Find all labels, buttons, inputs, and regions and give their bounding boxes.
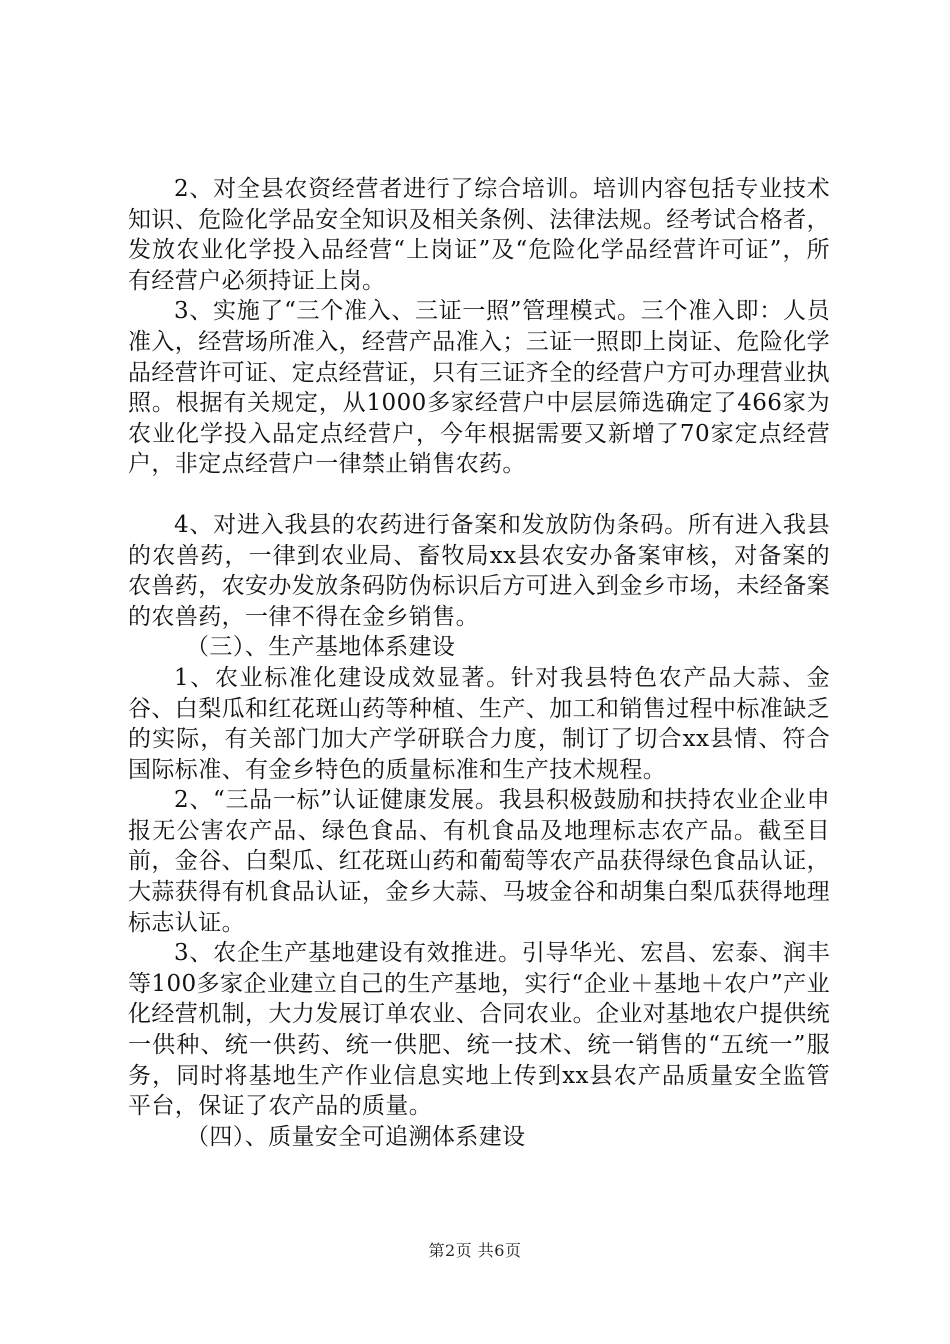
section-heading-production-base: （三）、生产基地体系建设 <box>186 634 456 661</box>
paragraph-certification: 2、“三品一标”认证健康发展。我县积极鼓励和扶持农业企业申报无公害农产品、绿色食品、有机食品及地理标志农产品。截至目前，金谷、白梨瓜、红花斑山药和葡萄等农产品获得绿色食品认证，大蒜获得有机食品认证，金乡大蒜、马坡金谷和胡集白梨瓜获得地理标志认证。 <box>128 787 830 936</box>
paragraph-pesticide-registration: 4、对进入我县的农药进行备案和发放防伪条码。所有进入我县的农兽药，一律到农业局、畜牧局xx县农安办备案审核，对备案的农兽药，农安办发放条码防伪标识后方可进入到金乡市场，未经备案的农兽药，一律不得在金乡销售。 <box>128 511 830 630</box>
paragraph-standardization: 1、农业标准化建设成效显著。针对我县特色农产品大蒜、金谷、白梨瓜和红花斑山药等种植、生产、加工和销售过程中标准缺乏的实际，有关部门加大产学研联合力度，制订了切合xx县情、符合国际标准、有金乡特色的质量标准和生产技术规程。 <box>128 664 830 783</box>
document-body <box>128 174 830 1152</box>
paragraph-base-construction: 3、农企生产基地建设有效推进。引导华光、宏昌、宏泰、润丰等100多家企业建立自己的生产基地，实行“企业＋基地＋农户”产业化经营机制，大力发展订单农业、合同农业。企业对基地农户提供统一供种、统一供药、统一供肥、统一技术、统一销售的“五统一”服务，同时将基地生产作业信息实地上传到xx县农产品质量安全监管平台，保证了农产品的质量。 <box>128 940 830 1120</box>
section-heading-traceability: （四）、质量安全可追溯体系建设 <box>186 1123 526 1150</box>
paragraph-training: 2、对全县农资经营者进行了综合培训。培训内容包括专业技术知识、危险化学品安全知识及相关条例、法律法规。经考试合格者，发放农业化学投入品经营“上岗证”及“危险化学品经营许可证”，所有经营户必须持证上岗。 <box>128 176 830 294</box>
page-number-footer: 第2页 共6页 <box>428 1241 522 1260</box>
paragraph-gap <box>128 480 830 510</box>
paragraph-access-model: 3、实施了“三个准入、三证一照”管理模式。三个准入即：人员准入，经营场所准入，经营产品准入；三证一照即上岗证、危险化学品经营许可证、定点经营证，只有三证齐全的经营户方可办理营业执照。根据有关规定，从1000多家经营户中层层筛选确定了466家为农业化学投入品定点经营户，今年根据需要又新增了70家定点经营户，非定点经营户一律禁止销售农药。 <box>128 298 830 478</box>
